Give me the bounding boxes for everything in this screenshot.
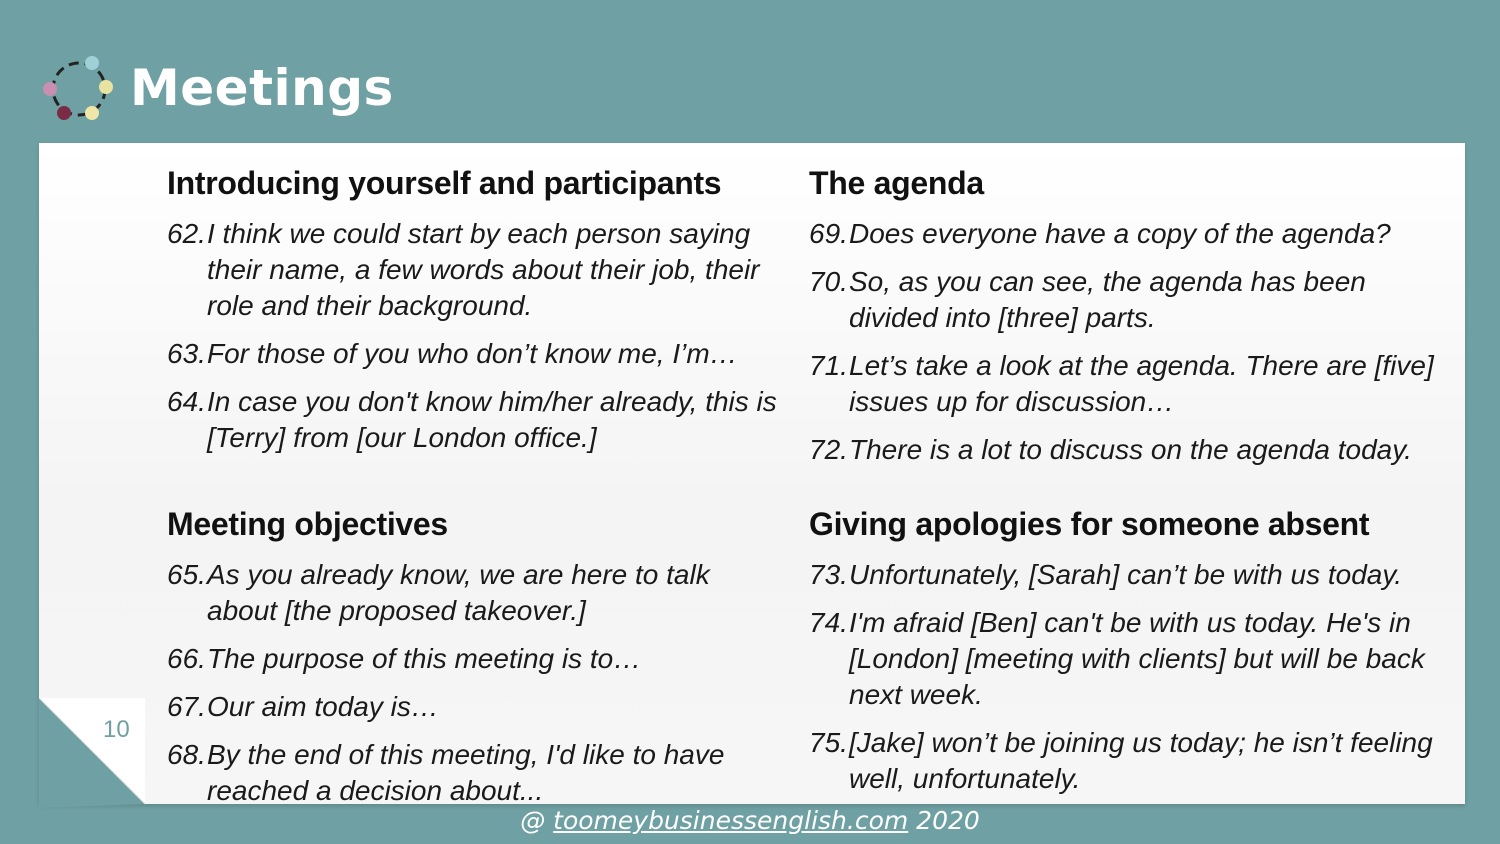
phrase-item <box>809 264 1449 336</box>
section-introductions <box>167 165 777 456</box>
phrase-text: Unfortunately, [Sarah] can’t be with us today. <box>849 559 1403 590</box>
phrase-text: [Jake] won’t be joining us today; he isn’t feeling well, unfortunately. <box>849 727 1433 794</box>
phrase-number: 75. <box>809 727 848 758</box>
section-heading: The agenda <box>809 165 984 201</box>
phrase-number: 71. <box>809 350 848 381</box>
section-heading: Giving apologies for someone absent <box>809 506 1370 542</box>
footer-credit <box>0 806 1500 835</box>
phrase-text: Let’s take a look at the agenda. There are [five] issues up for discussion… <box>849 350 1434 417</box>
phrase-item <box>809 216 1449 252</box>
section-apologies <box>809 506 1449 797</box>
phrase-number: 70. <box>809 266 848 297</box>
website-link[interactable]: toomeybusinessenglish.com <box>553 806 909 835</box>
section-objectives <box>167 506 777 809</box>
footer-year: 2020 <box>908 806 980 835</box>
phrase-text: For those of you who don’t know me, I’m… <box>207 338 738 369</box>
phrase-text: I think we could start by each person saying their name, a few words about their job, their role and their background. <box>207 218 760 321</box>
page-curl-corner <box>39 698 159 808</box>
right-column <box>809 165 1449 809</box>
page-number: 10 <box>103 716 130 743</box>
circle-dots-logo-icon <box>40 53 118 123</box>
phrase-item <box>167 641 777 677</box>
phrase-text: I'm afraid [Ben] can't be with us today. He's in [London] [meeting with clients] but will be back next week. <box>849 607 1425 710</box>
phrase-item <box>167 384 777 456</box>
section-heading: Introducing yourself and participants <box>167 165 722 201</box>
phrase-text: By the end of this meeting, I'd like to have reached a decision about... <box>207 739 725 806</box>
phrase-number: 69. <box>809 218 848 249</box>
phrase-number: 63. <box>167 338 206 369</box>
phrase-number: 65. <box>167 559 206 590</box>
phrase-item <box>809 432 1449 468</box>
phrase-item <box>167 216 777 324</box>
phrase-number: 68. <box>167 739 206 770</box>
phrase-number: 64. <box>167 386 206 417</box>
phrase-text: Our aim today is… <box>207 691 439 722</box>
slide-header <box>40 38 394 138</box>
phrase-item <box>809 348 1449 420</box>
page-title: Meetings <box>130 59 394 117</box>
phrase-item <box>809 557 1449 593</box>
phrase-number: 72. <box>809 434 848 465</box>
footer-prefix: @ <box>520 806 554 835</box>
phrase-number: 73. <box>809 559 848 590</box>
phrase-item <box>167 336 777 372</box>
section-agenda <box>809 165 1449 468</box>
phrase-number: 67. <box>167 691 206 722</box>
phrase-number: 62. <box>167 218 206 249</box>
phrase-text: In case you don't know him/her already, this is [Terry] from [our London office.] <box>207 386 777 453</box>
phrase-text: Does everyone have a copy of the agenda? <box>849 218 1391 249</box>
phrase-text: So, as you can see, the agenda has been divided into [three] parts. <box>849 266 1366 333</box>
phrase-text: As you already know, we are here to talk about [the proposed takeover.] <box>207 559 710 626</box>
phrase-number: 66. <box>167 643 206 674</box>
phrase-item <box>809 725 1449 797</box>
phrase-item <box>167 557 777 629</box>
phrase-item <box>167 689 777 725</box>
phrase-item <box>167 737 777 809</box>
section-heading: Meeting objectives <box>167 506 448 542</box>
left-column <box>167 165 777 821</box>
phrase-item <box>809 605 1449 713</box>
phrase-text: There is a lot to discuss on the agenda today. <box>849 434 1412 465</box>
phrase-number: 74. <box>809 607 848 638</box>
phrase-text: The purpose of this meeting is to… <box>207 643 642 674</box>
